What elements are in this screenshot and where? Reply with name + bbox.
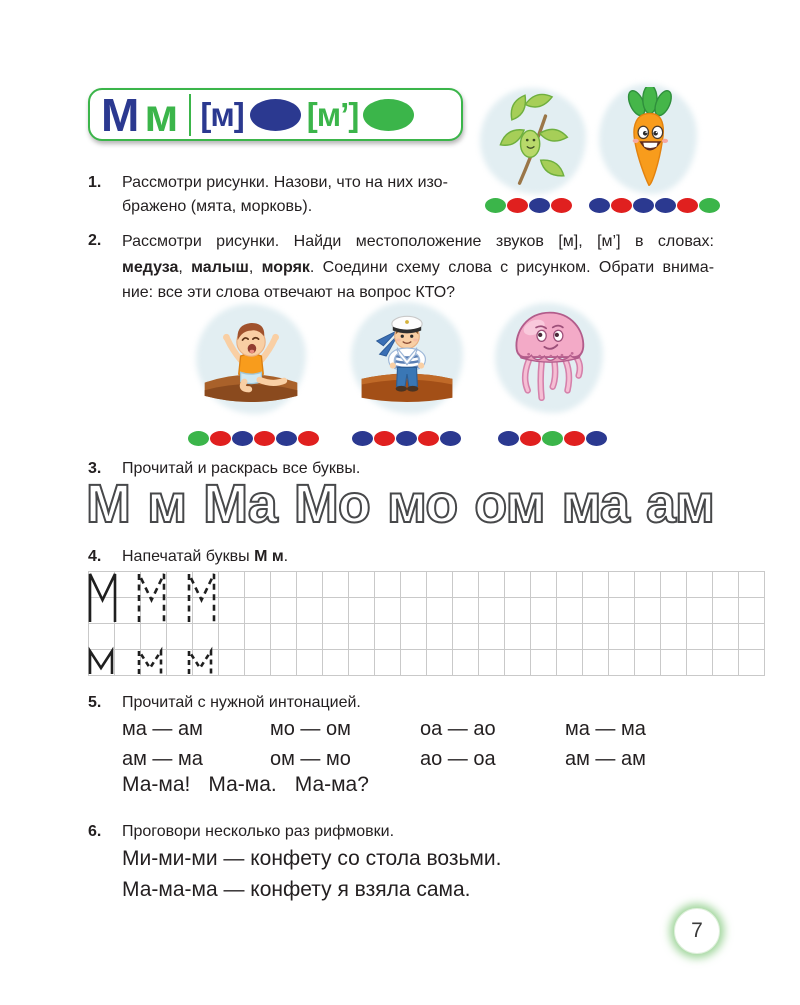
sound-dot-red — [564, 431, 585, 446]
sound-dot-blue — [586, 431, 607, 446]
task5-label: Прочитай с нужной интонацией. — [122, 694, 361, 711]
task2-line2-rest: . Соедини схему слова с рисунком. Обрати внима- — [309, 258, 715, 276]
sound-dot-blue — [396, 431, 417, 446]
sailor-icon — [354, 305, 460, 411]
pair: ом — мо — [270, 748, 351, 770]
separator: , — [178, 258, 192, 276]
capital-letter: М — [101, 88, 140, 141]
solid-capital-M — [90, 574, 115, 622]
outline-letter: Ма — [203, 474, 277, 534]
task3-label: Прочитай и раскрась все буквы. — [122, 460, 361, 477]
rhyme-line2: Ма-ма-ма — конфету я взяла сама. — [122, 878, 471, 901]
pairs-row2 — [122, 744, 722, 774]
mama-question: Ма-ма? — [294, 773, 369, 796]
sound-scheme-under-sailor — [352, 431, 461, 446]
rhyme-line1: Ми-ми-ми — конфету со стола возьми. — [122, 847, 502, 870]
hard-sound-label: [м] — [200, 96, 244, 133]
dashed-capital-M — [139, 574, 164, 622]
sound-dot-green — [485, 198, 506, 213]
task2-text — [122, 229, 714, 306]
word-malysh: малыш — [191, 258, 249, 276]
separator: , — [248, 258, 262, 276]
page-number-badge — [674, 908, 720, 954]
dashed-capital-M — [189, 574, 214, 622]
task2-line3: ние: все эти слова отвечают на вопрос КТО? — [122, 284, 456, 301]
sound-scheme-under-baby — [188, 431, 319, 446]
pair: мо — ом — [270, 718, 351, 740]
syllable-pairs — [122, 714, 722, 774]
carrot-icon — [604, 87, 692, 191]
sound-dot-red — [254, 431, 275, 446]
small-letter: м — [144, 88, 179, 141]
task3-number: 3. — [88, 460, 102, 477]
outline-letter: мо — [386, 474, 458, 534]
task4-label-letters: М м — [254, 548, 284, 565]
writing-grid[interactable] — [88, 571, 765, 676]
soft-sound-oval — [363, 99, 414, 131]
task1-text — [122, 171, 448, 219]
pair: ма — ма — [565, 718, 646, 740]
sound-dot-red — [507, 198, 528, 213]
baby-picture — [196, 304, 306, 414]
task4-label-prefix: Напечатай буквы — [122, 548, 255, 565]
sound-dot-green — [699, 198, 720, 213]
sound-dot-blue — [440, 431, 461, 446]
jellyfish-icon — [499, 306, 599, 410]
sound-dot-blue — [529, 198, 550, 213]
pair: оа — ао — [420, 718, 496, 740]
jellyfish-picture — [495, 303, 603, 413]
rhymes — [122, 843, 501, 905]
mint-picture — [480, 88, 586, 194]
sound-dot-red — [298, 431, 319, 446]
sound-dot-blue — [232, 431, 253, 446]
word-meduza: медуза — [122, 258, 179, 276]
hard-sound-oval — [250, 99, 301, 131]
sound-dot-red — [611, 198, 632, 213]
sound-dot-blue — [633, 198, 654, 213]
task6-number: 6. — [88, 823, 102, 840]
sound-dot-red — [210, 431, 231, 446]
sound-dot-red — [677, 198, 698, 213]
sound-dot-green — [188, 431, 209, 446]
letter-header-box — [88, 88, 463, 141]
outline-letter: ам — [646, 474, 714, 534]
task1-line2: бражено (мята, морковь). — [122, 198, 313, 215]
pairs-row1 — [122, 714, 722, 744]
sound-dot-green — [542, 431, 563, 446]
task4-label — [122, 545, 288, 569]
pair: ам — ам — [565, 748, 646, 770]
outline-letter: ма — [561, 474, 629, 534]
divider — [189, 94, 191, 136]
page-number: 7 — [691, 919, 703, 942]
task1-number: 1. — [88, 174, 102, 191]
word-moryak: моряк — [261, 258, 310, 276]
outline-letters-row — [86, 474, 714, 534]
mama-period: Ма-ма. — [208, 773, 277, 796]
sound-dot-red — [520, 431, 541, 446]
sound-dot-red — [551, 198, 572, 213]
carrot-picture — [599, 84, 697, 194]
sound-dot-blue — [276, 431, 297, 446]
sound-scheme-carrot — [589, 198, 720, 213]
task2-line2 — [122, 255, 714, 281]
outline-letter: Мо — [293, 474, 370, 534]
solid-small-m — [90, 651, 112, 674]
mama-exclaim: Ма-ма! — [122, 773, 191, 796]
task2-number: 2. — [88, 232, 102, 249]
task4-label-suffix: . — [283, 548, 289, 565]
pair: ао — оа — [420, 748, 496, 770]
sound-scheme-mint — [485, 198, 572, 213]
pair: ма — ам — [122, 718, 203, 740]
sound-dot-blue — [655, 198, 676, 213]
sound-dot-blue — [352, 431, 373, 446]
outline-letter: м — [147, 474, 187, 534]
task4-number: 4. — [88, 548, 102, 565]
task1-line1: Рассмотри рисунки. Назови, что на них изо- — [122, 174, 448, 191]
dashed-small-m — [189, 651, 211, 674]
task5-number: 5. — [88, 694, 102, 711]
mint-icon — [485, 93, 581, 189]
dashed-small-m — [139, 651, 161, 674]
trace-letters — [88, 571, 765, 676]
baby-icon — [199, 307, 303, 411]
mama-intonation-row — [122, 773, 369, 797]
sailor-picture — [351, 302, 463, 414]
sound-dot-blue — [498, 431, 519, 446]
sound-scheme-under-jellyfish — [498, 431, 607, 446]
sound-dot-red — [418, 431, 439, 446]
pair: ам — ма — [122, 748, 203, 770]
sound-dot-blue — [589, 198, 610, 213]
outline-letter: М — [86, 474, 130, 534]
soft-sound-label: [м’] — [306, 96, 359, 133]
sound-dot-red — [374, 431, 395, 446]
outline-letter: ом — [474, 474, 545, 534]
task6-label: Проговори несколько раз рифмовки. — [122, 823, 395, 840]
task2-line1: Рассмотри рисунки. Найди местоположение звуков [м], [м’] в словах: — [122, 233, 714, 250]
